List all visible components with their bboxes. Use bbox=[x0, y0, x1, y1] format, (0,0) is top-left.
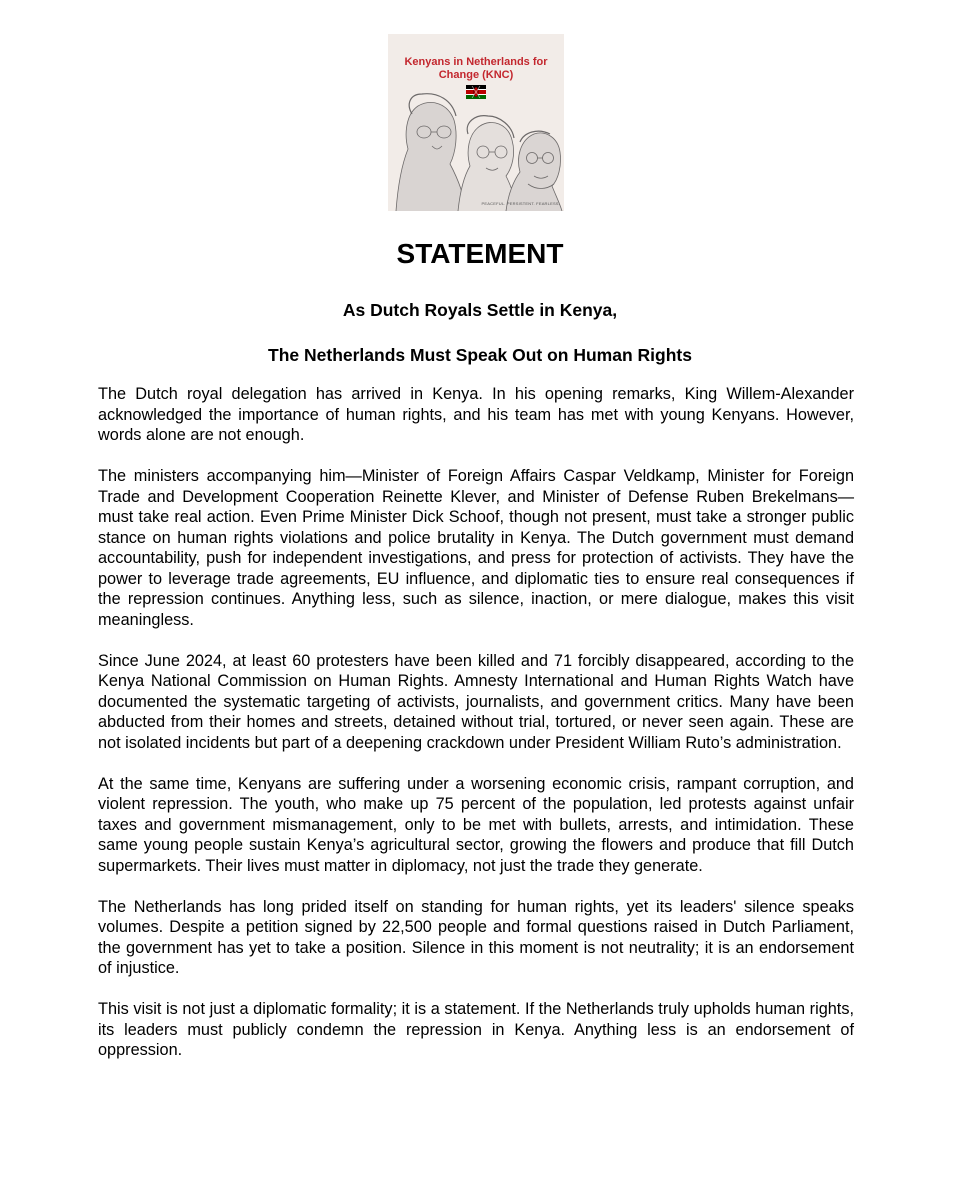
poster-tagline: PEACEFUL. PERSISTENT. FEARLESS. bbox=[481, 201, 560, 206]
statement-title: STATEMENT bbox=[396, 238, 564, 269]
statement-body bbox=[98, 384, 854, 1081]
paragraph: The Netherlands has long prided itself on standing for human rights, yet its leaders' silence speaks volumes. Despite a petition signed by 22,500 people and formal questions raised in Dutch Parliament, the government has yet to take a position. Silence in this moment is not neutrality; it is an endorsement of injustice. bbox=[98, 897, 854, 977]
paragraph: The ministers accompanying him—Minister of Foreign Affairs Caspar Veldkamp, Minister for Foreign Trade and Development Cooperation Reinette Klever, and Minister of Defense Ruben Brekelmans—must take real action. Even Prime Minister Dick Schoof, though not present, must take a stronger public stance on human rights violations and police brutality in Kenya. The Dutch government must demand accountability, push for independent investigations, and press for protection of activists. They have the power to leverage trade agreements, EU influence, and diplomatic ties to ensure real consequences if the repression continues. Anything less, such as silence, inaction, or mere dialogue, makes this visit meaningless. bbox=[98, 467, 854, 629]
paragraph: The Dutch royal delegation has arrived in Kenya. In his opening remarks, King Willem-Alexander acknowledged the importance of human rights, and his team has met with young Kenyans. However, words alone are not enough. bbox=[98, 385, 854, 444]
knc-poster-image bbox=[388, 34, 564, 211]
poster-org-name: Kenyans in Netherlands for Change (KNC) bbox=[404, 56, 548, 81]
subtitle-line-2: The Netherlands Must Speak Out on Human Rights bbox=[268, 345, 692, 365]
paragraph: This visit is not just a diplomatic formality; it is a statement. If the Netherlands truly upholds human rights, its leaders must publicly condemn the repression in Kenya. Anything less is an endorsement of oppression. bbox=[98, 1000, 854, 1059]
paragraph: Since June 2024, at least 60 protesters have been killed and 71 forcibly disappeared, according to the Kenya National Commission on Human Rights. Amnesty International and Human Rights Watch have documented the systematic targeting of activists, journalists, and government critics. Many have been abducted from their homes and streets, detained without trial, tortured, or never seen again. These are not isolated incidents but part of a deepening crackdown under President William Ruto’s administration. bbox=[98, 651, 854, 752]
kenya-flag-icon bbox=[466, 85, 486, 99]
subtitle-line-1: As Dutch Royals Settle in Kenya, bbox=[342, 300, 618, 320]
paragraph: At the same time, Kenyans are suffering under a worsening economic crisis, rampant corruption, and violent repression. The youth, who make up 75 percent of the population, led protests against unfair taxes and government mismanagement, only to be met with bullets, arrests, and intimidation. These same young people sustain Kenya’s agricultural sector, growing the flowers and produce that fill Dutch supermarkets. Their lives must matter in diplomacy, not just the trade they generate. bbox=[98, 774, 854, 875]
